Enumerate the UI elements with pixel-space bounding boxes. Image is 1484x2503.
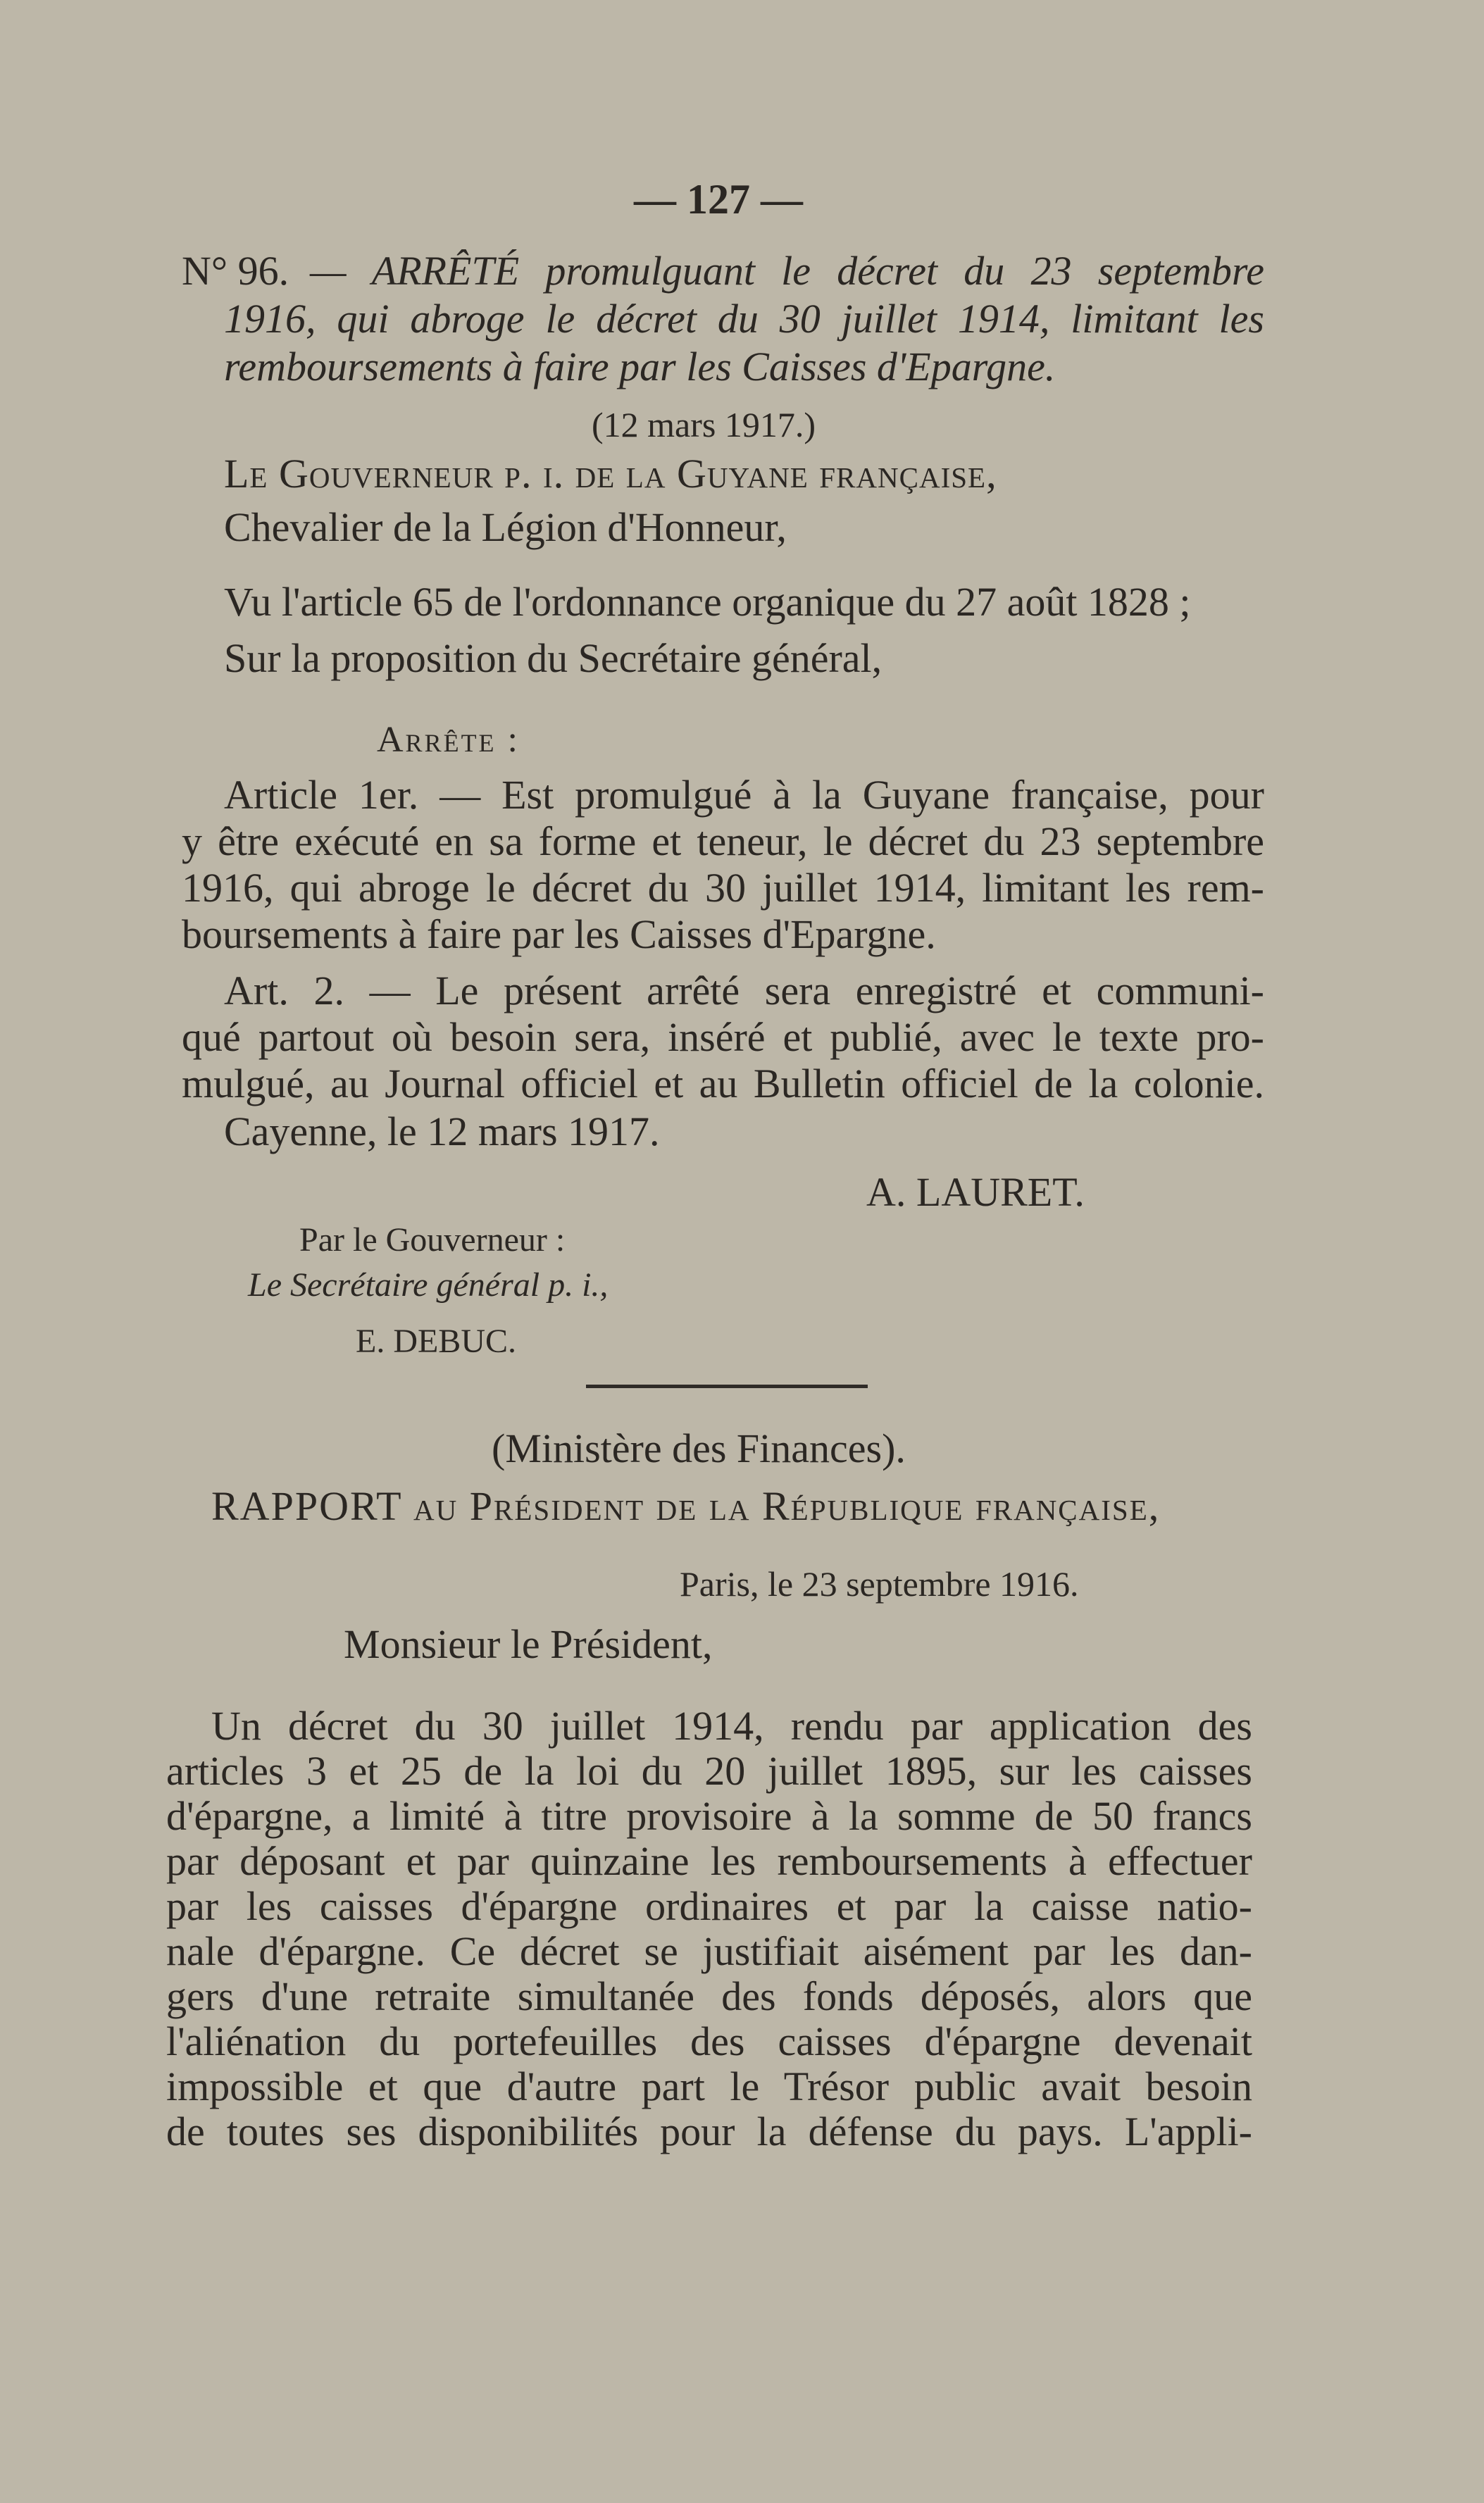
secretaire-general: Le Secrétaire général p. i., — [248, 1266, 609, 1304]
arrete-date: (12 mars 1917.) — [592, 405, 816, 444]
rapport-line-6: nale d'épargne. Ce décret se justifiait aisément par les dan- — [166, 1928, 1252, 1974]
rapport-heading: RAPPORT au Président de la République française, — [211, 1483, 1161, 1529]
secretaire-name: E. DEBUC. — [356, 1323, 516, 1360]
page-number: — 127 — — [634, 176, 803, 223]
signature: A. LAURET. — [866, 1169, 1085, 1215]
article2-line-2: qué partout où besoin sera, inséré et publié, avec le texte pro- — [182, 1014, 1264, 1060]
article1-line-2: y être exécuté en sa forme et teneur, le décret du 23 septembre — [182, 818, 1264, 864]
par-le-gouverneur: Par le Gouverneur : — [299, 1221, 566, 1259]
salutation: Monsieur le Président, — [344, 1621, 713, 1667]
rapport-line-5: par les caisses d'épargne ordinaires et par la caisse natio- — [166, 1883, 1252, 1929]
article2-line-3: mulgué, au Journal officiel et au Bulletin officiel de la colonie. — [182, 1061, 1264, 1106]
vu-line: Vu l'article 65 de l'ordonnance organique du 27 août 1828 ; — [224, 579, 1191, 625]
arrete-number: N° 96. — [182, 248, 289, 294]
rapport-line-7: gers d'une retraite simultanée des fonds déposés, alors que — [166, 1973, 1252, 2019]
rapport-line-10: de toutes ses disponibilités pour la défense du pays. L'appli- — [166, 2109, 1252, 2154]
arrete-title-line-2: 1916, qui abroge le décret du 30 juillet 1914, limitant les — [224, 296, 1264, 342]
rapport-line-9: impossible et que d'autre part le Trésor public avait besoin — [166, 2064, 1252, 2109]
rapport-date: Paris, le 23 septembre 1916. — [680, 1564, 1079, 1604]
arrete-label: Arrête : — [377, 720, 520, 760]
rapport-line-1: Un décret du 30 juillet 1914, rendu par application des — [211, 1703, 1252, 1749]
sur-line: Sur la proposition du Secrétaire général, — [224, 635, 883, 681]
article1-line-4: boursements à faire par les Caisses d'Epargne. — [182, 911, 936, 957]
rapport-line-4: par déposant et par quinzaine les remboursements à effectuer — [166, 1838, 1252, 1884]
chevalier-line: Chevalier de la Légion d'Honneur, — [224, 504, 787, 550]
arrete-title-line-1: — ARRÊTÉ promulguant le décret du 23 septembre — [310, 248, 1264, 294]
arrete-title-line-3: remboursements à faire par les Caisses d'Epargne. — [224, 344, 1056, 389]
rapport-line-8: l'aliénation du portefeuilles des caisses d'épargne devenait — [166, 2018, 1252, 2064]
ministry-line: (Ministère des Finances). — [492, 1425, 906, 1471]
rapport-line-3: d'épargne, a limité à titre provisoire à la somme de 50 francs — [166, 1793, 1252, 1839]
article2-line-1: Art. 2. — Le présent arrêté sera enregistré et communi- — [224, 968, 1264, 1013]
separator-rule — [586, 1385, 868, 1388]
governor-line: Le Gouverneur p. i. de la Guyane française, — [224, 451, 997, 497]
rapport-line-2: articles 3 et 25 de la loi du 20 juillet 1895, sur les caisses — [166, 1748, 1252, 1794]
article1-line-3: 1916, qui abroge le décret du 30 juillet 1914, limitant les rem- — [182, 865, 1264, 911]
place-date: Cayenne, le 12 mars 1917. — [224, 1109, 660, 1154]
article1-line-1: Article 1er. — Est promulgué à la Guyane française, pour — [224, 772, 1264, 818]
